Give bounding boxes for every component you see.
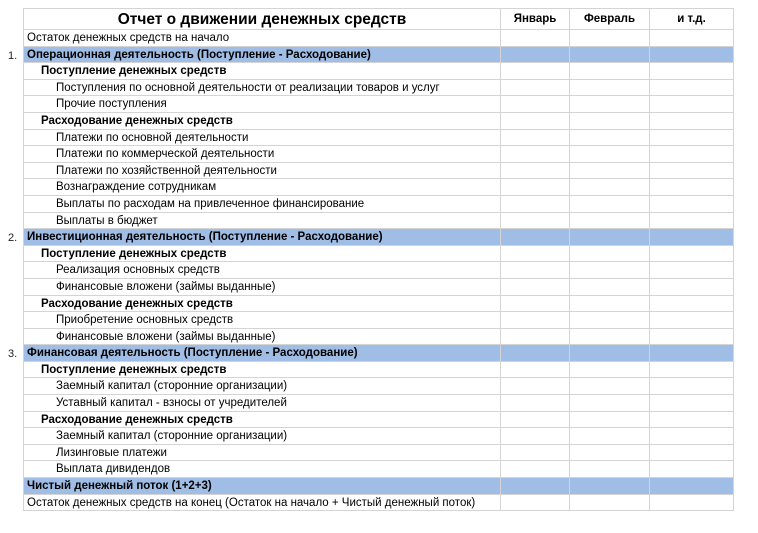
value-cell[interactable] xyxy=(501,130,570,147)
subheader-row xyxy=(0,63,758,80)
subheader-row xyxy=(0,296,758,313)
table-row xyxy=(0,130,758,147)
value-cell[interactable] xyxy=(501,80,570,97)
table-row xyxy=(0,378,758,395)
value-cell[interactable] xyxy=(570,478,650,495)
row-label[interactable]: Платежи по хозяйственной деятельности xyxy=(23,163,501,180)
row-label[interactable]: Заемный капитал (сторонние организации) xyxy=(23,378,501,395)
value-cell[interactable] xyxy=(501,495,570,512)
table-row xyxy=(0,428,758,445)
row-label[interactable]: Выплаты в бюджет xyxy=(23,213,501,230)
row-label[interactable]: Вознаграждение сотрудникам xyxy=(23,179,501,196)
section-number: 1. xyxy=(8,49,18,62)
value-cell[interactable] xyxy=(501,146,570,163)
value-cell[interactable] xyxy=(501,378,570,395)
table-row xyxy=(0,196,758,213)
value-cell[interactable] xyxy=(501,478,570,495)
value-cell[interactable] xyxy=(570,196,650,213)
section-row xyxy=(0,229,758,246)
value-cell[interactable] xyxy=(501,296,570,313)
table-row xyxy=(0,329,758,346)
value-cell[interactable] xyxy=(650,262,734,279)
row-label[interactable]: Поступление денежных средств xyxy=(23,362,501,379)
value-cell[interactable] xyxy=(650,296,734,313)
value-cell[interactable] xyxy=(570,30,650,47)
row-label[interactable]: Финансовая деятельность (Поступление - Расходование) xyxy=(23,345,501,362)
value-cell[interactable] xyxy=(501,246,570,263)
row-label[interactable]: Выплата дивидендов xyxy=(23,461,501,478)
value-cell[interactable] xyxy=(570,378,650,395)
value-cell[interactable] xyxy=(650,63,734,80)
row-label[interactable]: Лизинговые платежи xyxy=(23,445,501,462)
value-cell[interactable] xyxy=(501,412,570,429)
value-cell[interactable] xyxy=(650,30,734,47)
value-cell[interactable] xyxy=(570,113,650,130)
value-cell[interactable] xyxy=(650,96,734,113)
value-cell[interactable] xyxy=(570,262,650,279)
value-cell[interactable] xyxy=(570,279,650,296)
table-row xyxy=(0,179,758,196)
value-cell[interactable] xyxy=(570,47,650,64)
value-cell[interactable] xyxy=(650,345,734,362)
row-label[interactable]: Остаток денежных средств на конец (Остаток на начало + Чистый денежный поток) xyxy=(23,495,501,512)
value-cell[interactable] xyxy=(650,179,734,196)
table-row xyxy=(0,395,758,412)
value-cell[interactable] xyxy=(501,179,570,196)
value-cell[interactable] xyxy=(650,362,734,379)
value-cell[interactable] xyxy=(570,96,650,113)
value-cell[interactable] xyxy=(501,329,570,346)
row-label[interactable]: Инвестиционная деятельность (Поступление - Расходование) xyxy=(23,229,501,246)
value-cell[interactable] xyxy=(570,213,650,230)
value-cell[interactable] xyxy=(501,163,570,180)
value-cell[interactable] xyxy=(570,246,650,263)
row-label[interactable]: Поступление денежных средств xyxy=(23,63,501,80)
table-row xyxy=(0,80,758,97)
value-cell[interactable] xyxy=(570,395,650,412)
section-number: 3. xyxy=(8,348,18,361)
table-row xyxy=(0,213,758,230)
table-row xyxy=(0,461,758,478)
value-cell[interactable] xyxy=(650,130,734,147)
value-cell[interactable] xyxy=(570,296,650,313)
value-cell[interactable] xyxy=(501,395,570,412)
section-row xyxy=(0,345,758,362)
table-row xyxy=(0,279,758,296)
value-cell[interactable] xyxy=(501,362,570,379)
row-label[interactable]: Заемный капитал (сторонние организации) xyxy=(23,428,501,445)
row-label[interactable]: Операционная деятельность (Поступление - Расходование) xyxy=(23,47,501,64)
value-cell[interactable] xyxy=(570,229,650,246)
value-cell[interactable] xyxy=(650,445,734,462)
row-label[interactable]: Уставный капитал - взносы от учредителей xyxy=(23,395,501,412)
value-cell[interactable] xyxy=(570,445,650,462)
row-label[interactable]: Остаток денежных средств на начало xyxy=(23,30,501,47)
value-cell[interactable] xyxy=(650,113,734,130)
row-label[interactable]: Прочие поступления xyxy=(23,96,501,113)
value-cell[interactable] xyxy=(650,196,734,213)
row-label[interactable]: Приобретение основных средств xyxy=(23,312,501,329)
value-cell[interactable] xyxy=(650,312,734,329)
row-label[interactable]: Расходование денежных средств xyxy=(23,412,501,429)
table-row xyxy=(0,163,758,180)
column-header-etc: и т.д. xyxy=(650,8,734,30)
value-cell[interactable] xyxy=(650,163,734,180)
section-row xyxy=(0,47,758,64)
value-cell[interactable] xyxy=(650,478,734,495)
row-label[interactable]: Расходование денежных средств xyxy=(23,113,501,130)
subheader-row xyxy=(0,113,758,130)
value-cell[interactable] xyxy=(501,47,570,64)
subheader-row xyxy=(0,362,758,379)
table-row xyxy=(0,262,758,279)
column-header-january: Январь xyxy=(501,8,570,30)
subheader-row xyxy=(0,412,758,429)
value-cell[interactable] xyxy=(570,179,650,196)
header-row xyxy=(0,8,758,30)
value-cell[interactable] xyxy=(501,196,570,213)
value-cell[interactable] xyxy=(650,246,734,263)
row-label[interactable]: Выплаты по расходам на привлеченное финансирование xyxy=(23,196,501,213)
value-cell[interactable] xyxy=(501,30,570,47)
table-row xyxy=(0,495,758,512)
row-label[interactable]: Платежи по основной деятельности xyxy=(23,130,501,147)
value-cell[interactable] xyxy=(570,345,650,362)
row-label[interactable]: Финансовые вложени (займы выданные) xyxy=(23,329,501,346)
cash-flow-report-table xyxy=(0,8,758,511)
value-cell[interactable] xyxy=(501,262,570,279)
section-row xyxy=(0,478,758,495)
value-cell[interactable] xyxy=(650,47,734,64)
value-cell[interactable] xyxy=(501,279,570,296)
value-cell[interactable] xyxy=(501,229,570,246)
value-cell[interactable] xyxy=(570,428,650,445)
value-cell[interactable] xyxy=(650,213,734,230)
row-label[interactable]: Расходование денежных средств xyxy=(23,296,501,313)
value-cell[interactable] xyxy=(650,229,734,246)
value-cell[interactable] xyxy=(650,412,734,429)
value-cell[interactable] xyxy=(501,428,570,445)
value-cell[interactable] xyxy=(501,445,570,462)
value-cell[interactable] xyxy=(650,428,734,445)
table-body xyxy=(0,30,758,511)
value-cell[interactable] xyxy=(570,495,650,512)
value-cell[interactable] xyxy=(570,146,650,163)
value-cell[interactable] xyxy=(570,130,650,147)
value-cell[interactable] xyxy=(570,80,650,97)
value-cell[interactable] xyxy=(650,329,734,346)
table-row xyxy=(0,445,758,462)
report-title: Отчет о движении денежных средств xyxy=(23,8,501,30)
value-cell[interactable] xyxy=(570,362,650,379)
table-row xyxy=(0,312,758,329)
section-number: 2. xyxy=(8,232,18,245)
value-cell[interactable] xyxy=(501,461,570,478)
value-cell[interactable] xyxy=(501,113,570,130)
value-cell[interactable] xyxy=(650,378,734,395)
column-header-february: Февраль xyxy=(570,8,650,30)
value-cell[interactable] xyxy=(501,312,570,329)
row-label[interactable]: Поступление денежных средств xyxy=(23,246,501,263)
value-cell[interactable] xyxy=(570,312,650,329)
table-row xyxy=(0,30,758,47)
value-cell[interactable] xyxy=(650,461,734,478)
value-cell[interactable] xyxy=(650,279,734,296)
value-cell[interactable] xyxy=(650,395,734,412)
row-label[interactable]: Реализация основных средств xyxy=(23,262,501,279)
value-cell[interactable] xyxy=(650,146,734,163)
row-label[interactable]: Поступления по основной деятельности от реализации товаров и услуг xyxy=(23,80,501,97)
subheader-row xyxy=(0,246,758,263)
value-cell[interactable] xyxy=(501,345,570,362)
row-label[interactable]: Платежи по коммерческой деятельности xyxy=(23,146,501,163)
value-cell[interactable] xyxy=(570,461,650,478)
table-row xyxy=(0,96,758,113)
value-cell[interactable] xyxy=(570,329,650,346)
value-cell[interactable] xyxy=(570,163,650,180)
row-label[interactable]: Чистый денежный поток (1+2+3) xyxy=(23,478,501,495)
value-cell[interactable] xyxy=(570,412,650,429)
value-cell[interactable] xyxy=(501,96,570,113)
value-cell[interactable] xyxy=(650,80,734,97)
value-cell[interactable] xyxy=(650,495,734,512)
table-row xyxy=(0,146,758,163)
value-cell[interactable] xyxy=(501,213,570,230)
value-cell[interactable] xyxy=(501,63,570,80)
row-label[interactable]: Финансовые вложени (займы выданные) xyxy=(23,279,501,296)
value-cell[interactable] xyxy=(570,63,650,80)
